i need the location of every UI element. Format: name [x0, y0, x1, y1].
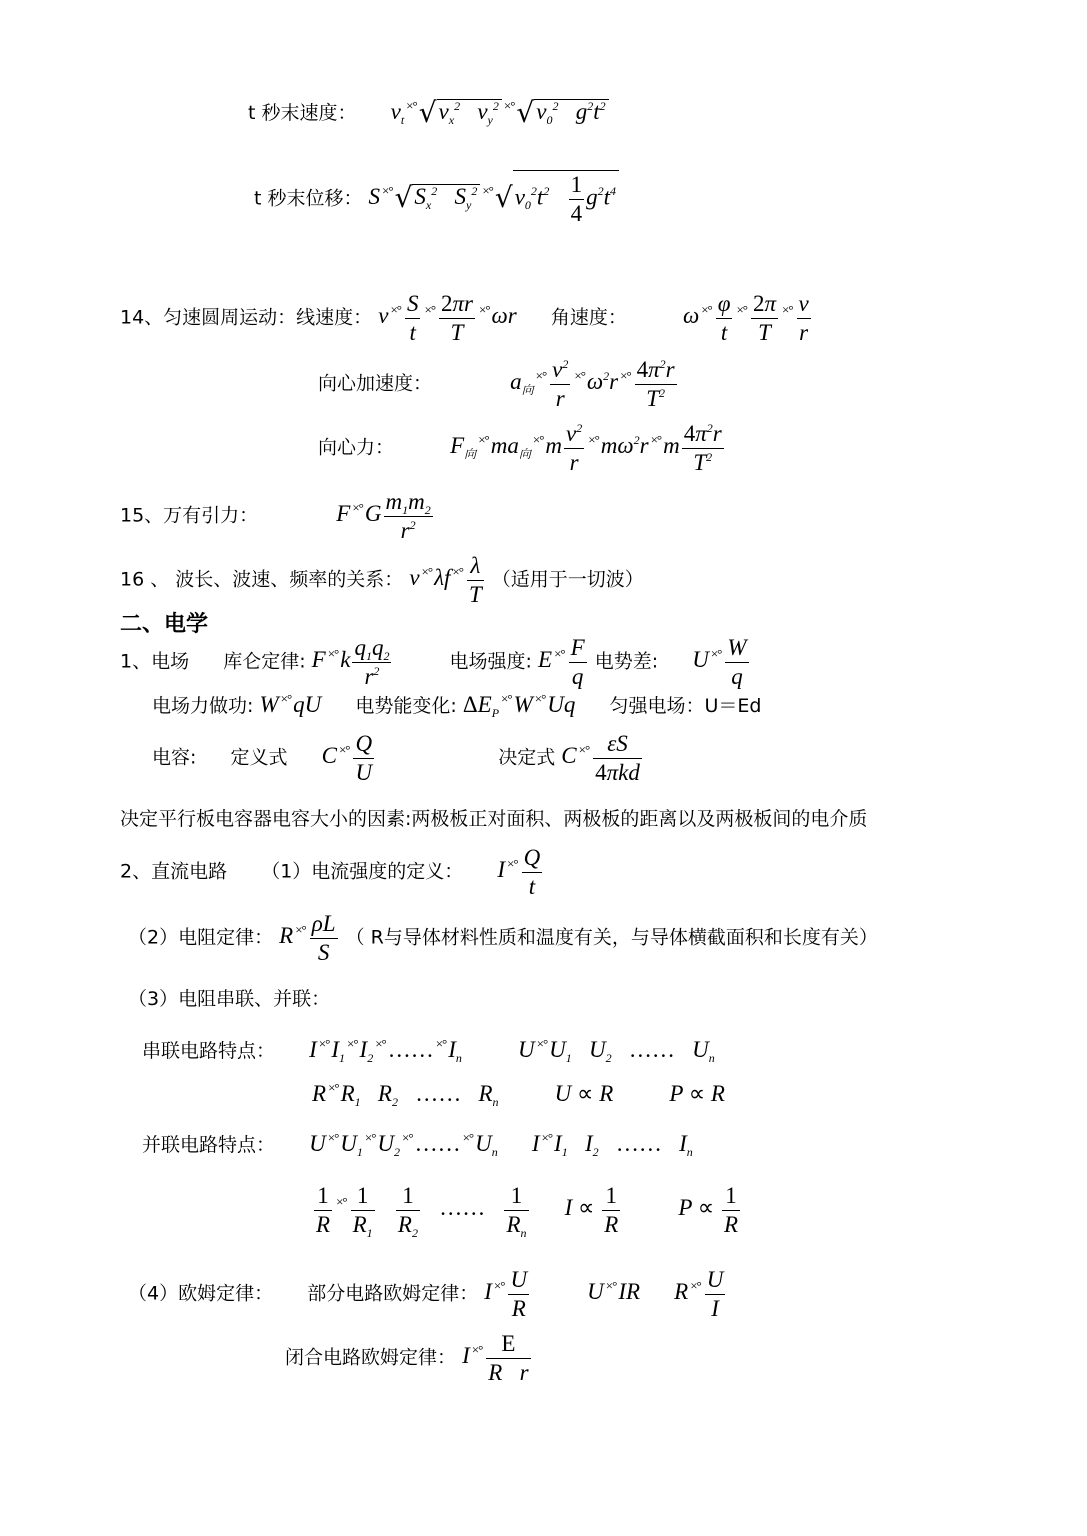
capacitor-factors: 决定平行板电容器电容大小的因素:两极板正对面积、两极板的距离以及两极板间的电介质: [120, 808, 868, 830]
uniform-field-label: 匀强电场：U＝Ed: [609, 695, 762, 717]
parallel-i-propto: I ∝ $\frac{1}{R}$: [564, 1183, 619, 1237]
work-formula: W ×°qU: [259, 691, 322, 717]
linear-velocity-formula: v ×° $\frac{S}{t}$ ×° $\frac{2\pi r}{T}$ ×°ωr: [378, 291, 517, 345]
closed-ohm-formula: I ×° $\frac{E}{\text{R r}}$: [462, 1331, 529, 1385]
current-formula: I ×° $\frac{Q}{t}$: [497, 845, 541, 899]
electricity-heading: 二、电学: [120, 612, 209, 637]
parallel-resistance-formula: $\frac{1}{R}$ ×° $\frac{1}{R_1}$ $\frac{1}{R_2}$ …… $\frac{1}{R_n}$: [316, 1183, 527, 1240]
field-label: 1、电场: [120, 650, 190, 673]
series-row-2: [312, 1080, 725, 1109]
parallel-current-formula: I $^{\times^\circ}I_1$ $I_2$ …… $I_n$: [531, 1130, 693, 1159]
item14-label: 14、匀速圆周运动：线速度：: [120, 306, 373, 329]
parallel-row-2: [312, 1182, 742, 1238]
item16-note: （适用于一切波）: [491, 568, 644, 591]
u-ir-formula: U ×°IR: [587, 1278, 641, 1305]
field-work-row: [152, 691, 762, 720]
coulomb-formula: F ×°k $\frac{q_1q_2}{r^2}$: [311, 635, 390, 689]
resistance-note: （ R与导体材料性质和温度有关，与导体横截面积和长度有关）: [345, 926, 878, 949]
t-displacement-row: [254, 170, 619, 227]
series-label: 串联电路特点：: [142, 1040, 276, 1062]
series-current-formula: I $^{\times^\circ}I_1^{\times^\circ}I_2^{\times^\circ}\dots\dots$ $^{\times^\circ}I_n$: [309, 1036, 462, 1065]
coulomb-label: 库仑定律:: [223, 650, 306, 673]
potential-energy-label: 电势能变化:: [355, 695, 457, 717]
parallel-row-1: [142, 1130, 693, 1159]
series-voltage-formula: U $^{\times^\circ}U_1$ $U_2$ …… $U_n$: [518, 1036, 715, 1065]
centripetal-acc-label: 向心加速度：: [318, 372, 433, 395]
t-displacement-formula: S $^{\times^\circ}√S_x^2$ $S_y^2$ $^{\times^\circ}√v_0^2t^2$ $\frac{1}{4}$ $g^2t^4$: [369, 184, 619, 209]
partial-ohm-formula: I ×° $\frac{U}{R}$: [484, 1267, 528, 1321]
capacitance-label: 电容:: [152, 746, 197, 769]
field-strength-label: 电场强度:: [449, 650, 532, 673]
ohm-label: （4）欧姆定律：: [128, 1282, 274, 1305]
parallel-p-propto: P ∝ $\frac{1}{R}$: [678, 1183, 739, 1237]
current-def-label: （1）电流强度的定义：: [261, 860, 464, 883]
definition-label: 定义式: [230, 746, 288, 769]
field-strength-formula: E ×° $\frac{F}{q}$: [538, 635, 585, 689]
closed-ohm-label: 闭合电路欧姆定律：: [285, 1346, 457, 1369]
ohm-row: [128, 1266, 727, 1322]
t-velocity-formula: $v_t^{\times^\circ}√v_x^2$ $v_y^2$ $^{\times^\circ}√v_0^2$ $g^2t^2$: [391, 99, 609, 124]
item15-label: 15、万有引力：: [120, 504, 259, 527]
dc-label: 2、直流电路: [120, 860, 228, 883]
closed-ohm-row: [285, 1330, 533, 1386]
capacitance-determining-formula: C ×° $\frac{\varepsilon S}{\text{4πkd}}$: [561, 731, 640, 785]
capacitance-row: [152, 730, 644, 786]
dc-row: [120, 844, 544, 900]
t-velocity-row: [248, 96, 609, 129]
angular-velocity-label: 角速度：: [550, 306, 627, 329]
resistance-law-row: [128, 910, 878, 966]
electric-field-row: [120, 634, 751, 690]
item15-row: [120, 488, 435, 544]
centripetal-force-formula: $F_向^{\times^\circ}ma_向^{\times^\circ}m$ $\frac{v^2}{r}$ $^{\times^\circ}m\omega^2r$ ×°m $\frac{4\pi^2r}{T^2}$: [450, 421, 722, 475]
resistance-law-label: （2）电阻定律：: [128, 926, 274, 949]
potential-diff-label: 电势差:: [594, 650, 659, 673]
wave-formula: v ×°λf ×° $\frac{\lambda}{T}$: [409, 553, 482, 607]
potential-diff-formula: U ×° $\frac{W}{q}$: [692, 635, 747, 689]
series-u-propto-r: U ∝ R: [554, 1081, 614, 1106]
work-label: 电场力做功:: [152, 695, 254, 717]
potential-energy-formula: $\Delta E_P^{\times^\circ}W$ ×°Uq: [462, 691, 576, 720]
item16-row: [120, 552, 644, 608]
t-displacement-label: t 秒末位移：: [254, 187, 363, 210]
centripetal-acc-formula: $a_向^{\times^\circ}$ $\frac{v^2}{r}$ $^{\times^\circ}\omega^2r$ ×° $\frac{4\pi^2r}{T^2}$: [510, 357, 675, 411]
capacitance-definition-formula: C ×° $\frac{Q}{U}$: [321, 731, 373, 785]
series-resistance-formula: R $^{\times^\circ}R_1$ $R_2$ …… $R_n$: [312, 1080, 499, 1109]
partial-ohm-label: 部分电路欧姆定律：: [307, 1282, 479, 1305]
series-parallel-label: （3）电阻串联、并联：: [128, 988, 331, 1010]
item14-row: [120, 290, 813, 346]
parallel-voltage-formula: U $^{\times^\circ}U_1^{\times^\circ}U_2^{\times^\circ}\dots\dots$ $^{\times^\circ}U_n$: [309, 1130, 498, 1159]
centripetal-force-row: [318, 420, 726, 476]
resistance-formula: R ×° $\frac{\rho L}{S}$: [279, 911, 336, 965]
centripetal-acc-row: [318, 356, 679, 412]
parallel-label: 并联电路特点：: [142, 1134, 276, 1156]
angular-velocity-formula: ω ×° $\frac{\varphi}{t}$ ×° $\frac{2\pi}{T}$ ×° $\frac{v}{r}$: [682, 291, 809, 345]
determining-label: 决定式: [498, 746, 556, 769]
series-row-1: [142, 1036, 715, 1065]
series-p-propto-r: P ∝ R: [669, 1081, 725, 1106]
t-velocity-label: t 秒末速度：: [248, 102, 357, 124]
r-ui-formula: R ×° $\frac{U}{I}$: [674, 1267, 724, 1321]
gravitation-formula: F ×°G $\frac{m_1m_2}{r^2}$: [336, 489, 431, 543]
item16-label: 16 、 波长、波速、频率的关系：: [120, 568, 404, 591]
centripetal-force-label: 向心力：: [318, 436, 395, 459]
